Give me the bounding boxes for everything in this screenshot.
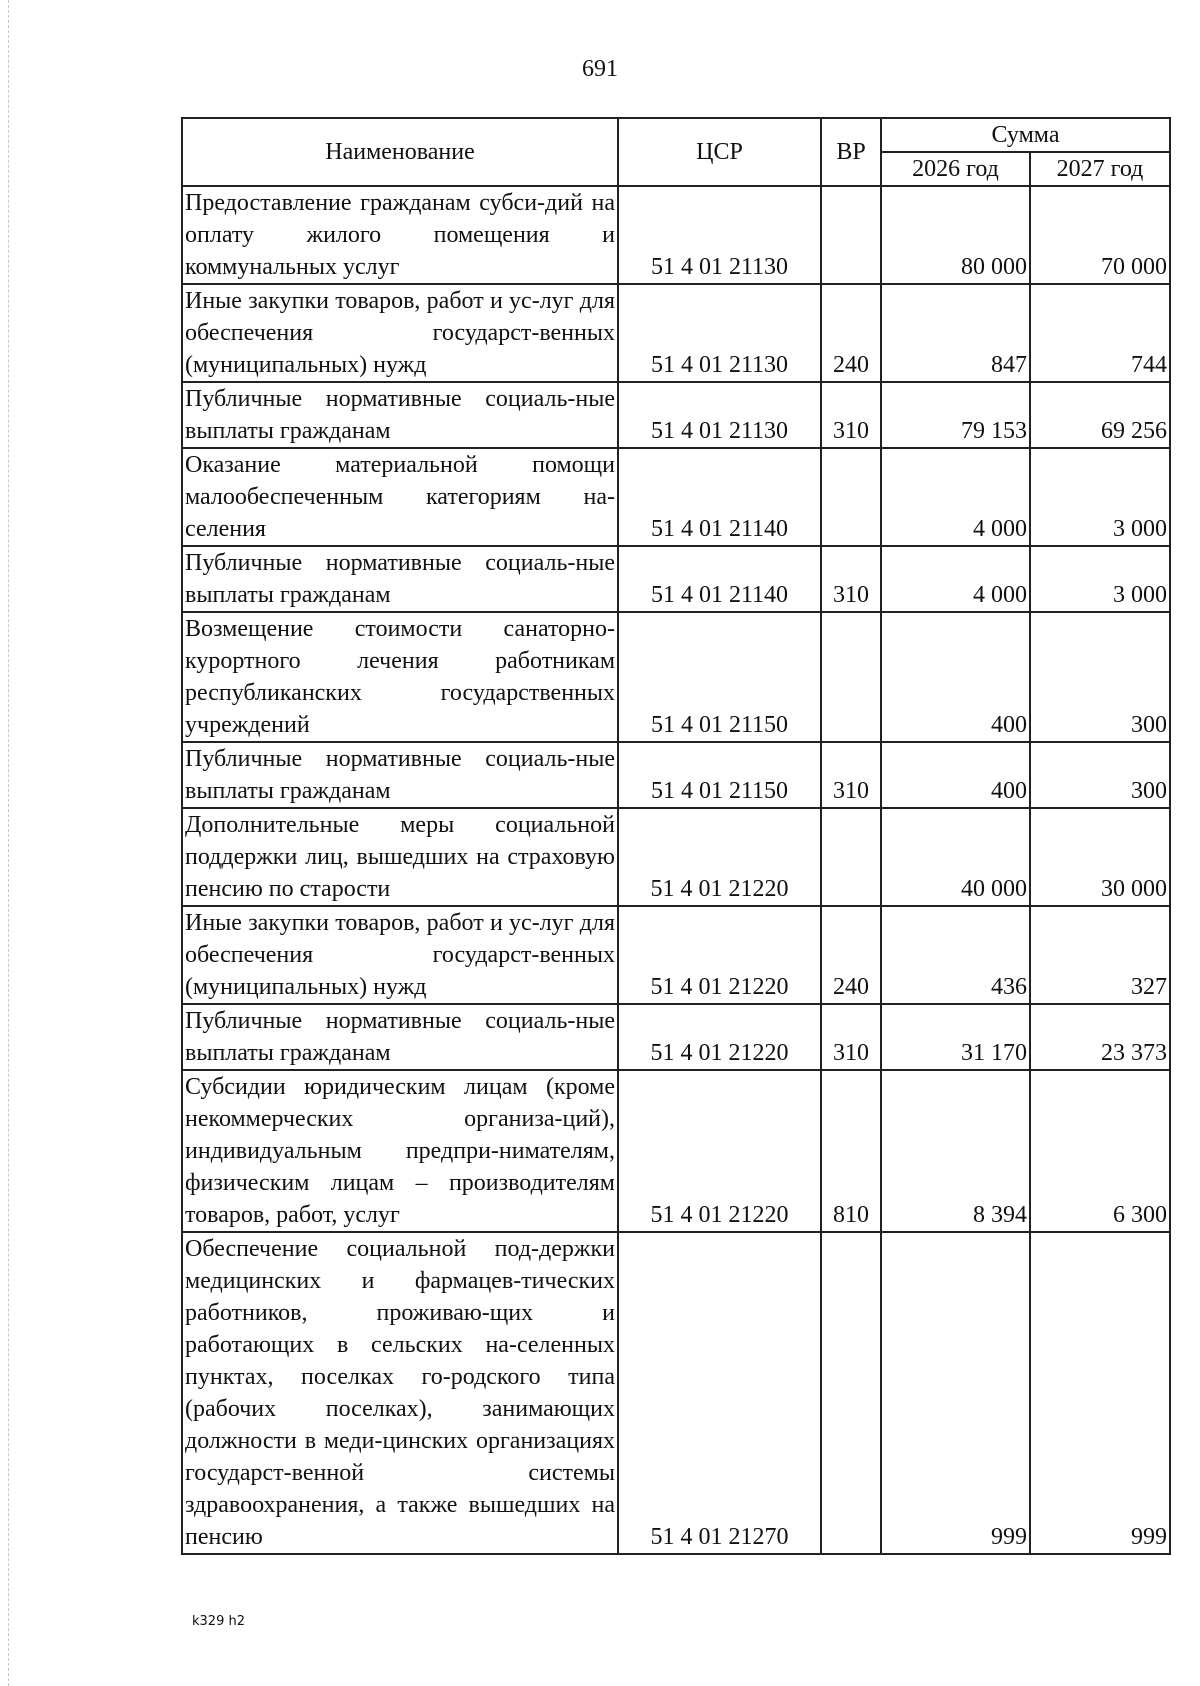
row-vr xyxy=(821,612,881,742)
row-vr: 310 xyxy=(821,546,881,612)
row-csr: 51 4 01 21270 xyxy=(618,1232,821,1554)
row-vr: 810 xyxy=(821,1070,881,1232)
row-sum-2026: 847 xyxy=(881,284,1030,382)
row-vr: 310 xyxy=(821,382,881,448)
header-sum: Сумма xyxy=(881,118,1170,152)
page-number: 691 xyxy=(582,56,618,82)
row-name: Публичные нормативные социаль-ные выплаты гражданам xyxy=(182,742,618,808)
row-csr: 51 4 01 21130 xyxy=(618,186,821,284)
header-year-2026: 2026 год xyxy=(881,152,1030,186)
table-row xyxy=(182,808,1170,906)
row-vr: 310 xyxy=(821,742,881,808)
row-sum-2026: 80 000 xyxy=(881,186,1030,284)
row-sum-2027: 70 000 xyxy=(1030,186,1170,284)
footer-code: k329 h2 xyxy=(192,1614,245,1629)
table-row xyxy=(182,612,1170,742)
row-csr: 51 4 01 21130 xyxy=(618,382,821,448)
table-row xyxy=(182,1070,1170,1232)
row-sum-2027: 3 000 xyxy=(1030,546,1170,612)
table-row xyxy=(182,1004,1170,1070)
row-name: Возмещение стоимости санаторно-курортного лечения работникам республиканских государственных учреждений xyxy=(182,612,618,742)
row-csr: 51 4 01 21150 xyxy=(618,742,821,808)
row-csr: 51 4 01 21220 xyxy=(618,808,821,906)
row-sum-2027: 999 xyxy=(1030,1232,1170,1554)
header-name: Наименование xyxy=(182,118,618,186)
row-name: Иные закупки товаров, работ и ус-луг для обеспечения государст-венных (муниципальных) нужд xyxy=(182,906,618,1004)
row-name: Иные закупки товаров, работ и ус-луг для обеспечения государст-венных (муниципальных) нужд xyxy=(182,284,618,382)
table-row xyxy=(182,382,1170,448)
row-name: Публичные нормативные социаль-ные выплаты гражданам xyxy=(182,382,618,448)
row-csr: 51 4 01 21220 xyxy=(618,906,821,1004)
row-csr: 51 4 01 21140 xyxy=(618,448,821,546)
row-vr: 310 xyxy=(821,1004,881,1070)
table-row xyxy=(182,284,1170,382)
row-sum-2026: 8 394 xyxy=(881,1070,1030,1232)
row-sum-2026: 40 000 xyxy=(881,808,1030,906)
table-row xyxy=(182,742,1170,808)
row-csr: 51 4 01 21150 xyxy=(618,612,821,742)
header-year-2027: 2027 год xyxy=(1030,152,1170,186)
row-name: Субсидии юридическим лицам (кроме некоммерческих организа-ций), индивидуальным предпри-нимателям, физическим лицам – производителям товаров, работ, услуг xyxy=(182,1070,618,1232)
row-sum-2026: 400 xyxy=(881,612,1030,742)
row-sum-2026: 436 xyxy=(881,906,1030,1004)
row-sum-2027: 300 xyxy=(1030,612,1170,742)
row-name: Публичные нормативные социаль-ные выплаты гражданам xyxy=(182,546,618,612)
row-vr xyxy=(821,808,881,906)
table-row xyxy=(182,186,1170,284)
row-sum-2026: 79 153 xyxy=(881,382,1030,448)
row-csr: 51 4 01 21220 xyxy=(618,1004,821,1070)
row-sum-2027: 300 xyxy=(1030,742,1170,808)
header-vr: ВР xyxy=(821,118,881,186)
row-csr: 51 4 01 21220 xyxy=(618,1070,821,1232)
row-name: Публичные нормативные социаль-ные выплаты гражданам xyxy=(182,1004,618,1070)
table-header xyxy=(182,118,1170,186)
row-sum-2027: 23 373 xyxy=(1030,1004,1170,1070)
row-sum-2026: 400 xyxy=(881,742,1030,808)
table-row xyxy=(182,448,1170,546)
row-sum-2027: 3 000 xyxy=(1030,448,1170,546)
row-vr xyxy=(821,448,881,546)
table-row xyxy=(182,906,1170,1004)
row-sum-2027: 30 000 xyxy=(1030,808,1170,906)
row-sum-2026: 999 xyxy=(881,1232,1030,1554)
row-name: Дополнительные меры социальной поддержки лиц, вышедших на страховую пенсию по старости xyxy=(182,808,618,906)
table-row xyxy=(182,546,1170,612)
row-csr: 51 4 01 21140 xyxy=(618,546,821,612)
row-vr: 240 xyxy=(821,906,881,1004)
page-margin-line xyxy=(8,0,9,1686)
row-vr: 240 xyxy=(821,284,881,382)
row-sum-2026: 4 000 xyxy=(881,448,1030,546)
row-sum-2027: 6 300 xyxy=(1030,1070,1170,1232)
row-sum-2026: 31 170 xyxy=(881,1004,1030,1070)
row-sum-2027: 744 xyxy=(1030,284,1170,382)
header-csr: ЦСР xyxy=(618,118,821,186)
row-vr xyxy=(821,186,881,284)
row-sum-2027: 69 256 xyxy=(1030,382,1170,448)
row-name: Оказание материальной помощи малообеспеченным категориям на-селения xyxy=(182,448,618,546)
row-sum-2026: 4 000 xyxy=(881,546,1030,612)
row-name: Обеспечение социальной под-держки медицинских и фармацев-тических работников, проживаю-щих и работающих в сельских на-селенных пунктах, поселках го-родского типа (рабочих поселках), занимающих должности в меди-цинских организациях государст-венной системы здравоохранения, а также вышедших на пенсию xyxy=(182,1232,618,1554)
row-sum-2027: 327 xyxy=(1030,906,1170,1004)
row-name: Предоставление гражданам субси-дий на оплату жилого помещения и коммунальных услуг xyxy=(182,186,618,284)
row-vr xyxy=(821,1232,881,1554)
budget-table xyxy=(181,117,1171,1555)
row-csr: 51 4 01 21130 xyxy=(618,284,821,382)
table-body xyxy=(182,186,1170,1554)
table-row xyxy=(182,1232,1170,1554)
